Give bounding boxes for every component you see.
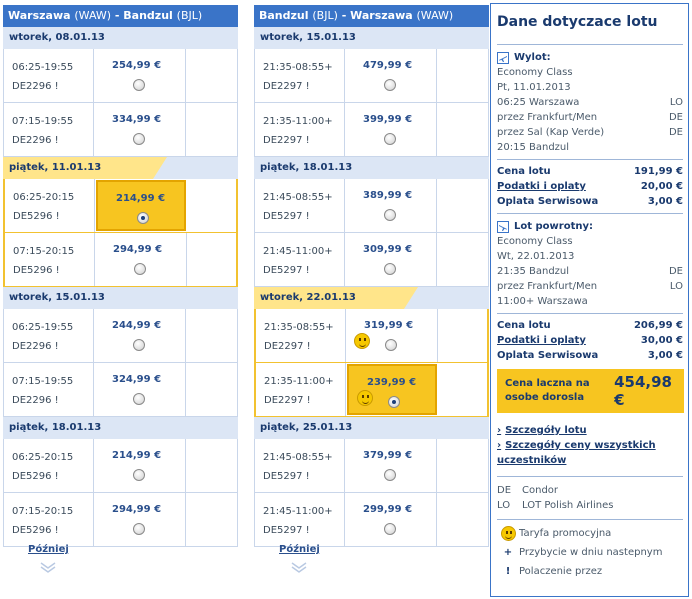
fare-radio[interactable] <box>384 209 396 221</box>
date-bar-row <box>254 157 489 179</box>
flight-info <box>255 103 345 156</box>
date-bar-row <box>254 287 489 309</box>
detail-text: 06:25 Warszawa <box>497 97 580 108</box>
flight-time: 07:15-20:15 <box>13 246 75 257</box>
plane-return-icon <box>497 221 509 233</box>
fare-price: 214,99 € <box>116 193 166 204</box>
return-tax-row <box>497 333 683 348</box>
detail-text: Pt, 11.01.2013 <box>497 82 571 93</box>
flight-number: DE2297 ! <box>264 341 311 352</box>
carrier-code: DE <box>668 127 683 138</box>
header-destination: Warszawa <box>350 9 413 22</box>
tax-link[interactable]: Podatki i oplaty <box>497 335 586 346</box>
fare-price: 379,99 € <box>363 450 413 461</box>
flight-row <box>254 103 489 157</box>
fare-value: 206,99 € <box>633 320 683 331</box>
date-heading: wtorek, 22.01.13 <box>254 287 404 309</box>
flight-time: 21:45-08:55+ <box>263 192 333 203</box>
airline-list <box>497 483 683 513</box>
fare-price: 479,99 € <box>363 60 413 71</box>
date-bar-row <box>3 27 238 49</box>
total-price-box <box>497 369 684 413</box>
later-outbound-link[interactable]: Później <box>28 544 69 555</box>
fare-price: 294,99 € <box>112 504 162 515</box>
fare-radio[interactable] <box>133 133 145 145</box>
flight-number: DE5297 ! <box>263 471 310 482</box>
tax-link[interactable]: Podatki i oplaty <box>497 181 586 192</box>
flight-number: DE2297 ! <box>264 395 311 406</box>
flight-info <box>255 439 345 492</box>
fare-radio[interactable] <box>133 339 145 351</box>
outbound-details <box>497 65 683 155</box>
service-label: Oplata Serwisowa <box>497 350 599 361</box>
fare-price: 309,99 € <box>363 244 413 255</box>
outbound-days <box>3 27 238 547</box>
plane-departure-icon <box>497 52 509 64</box>
service-value: 3,00 € <box>647 196 683 207</box>
fare-option[interactable] <box>345 493 437 546</box>
divider <box>497 476 683 477</box>
exclamation-icon: ! <box>505 566 511 577</box>
return-fare-row <box>497 318 683 333</box>
flight-number: DE5297 ! <box>263 525 310 536</box>
fare-radio[interactable] <box>388 396 400 408</box>
divider <box>497 313 683 314</box>
empty-cell <box>186 309 237 362</box>
date-heading: piątek, 18.01.13 <box>3 417 238 439</box>
date-heading: wtorek, 15.01.13 <box>254 27 489 49</box>
outbound-header <box>3 5 238 27</box>
fare-radio[interactable] <box>134 263 146 275</box>
legend-next-day <box>497 543 683 562</box>
fare-option[interactable] <box>345 49 437 102</box>
flight-info <box>4 439 94 492</box>
header-destination-code: (WAW) <box>416 9 454 22</box>
fare-price: 294,99 € <box>113 244 163 255</box>
date-heading: piątek, 25.01.13 <box>254 417 489 439</box>
flight-time: 21:45-08:55+ <box>263 452 333 463</box>
flight-details-link[interactable] <box>497 423 683 438</box>
detail-text: przez Frankfurt/Men <box>497 281 598 292</box>
airline-row <box>497 483 683 498</box>
detail-text: Wt, 22.01.2013 <box>497 251 575 262</box>
return-leg-heading <box>497 219 683 234</box>
fare-radio[interactable] <box>133 393 145 405</box>
date-bar-row <box>3 287 238 309</box>
fare-price: 389,99 € <box>363 190 413 201</box>
flight-row <box>254 439 489 493</box>
arrow-right-icon: › <box>497 440 502 451</box>
empty-cell <box>186 439 237 492</box>
link-label: Szczegóły lotu <box>505 425 587 436</box>
outbound-tax-row <box>497 179 683 194</box>
link-label: Szczegóły ceny wszystkich uczestników <box>497 440 656 466</box>
date-heading: piątek, 11.01.13 <box>3 157 153 179</box>
flight-number: DE2296 ! <box>12 135 59 146</box>
flight-time: 06:25-20:15 <box>13 192 75 203</box>
fare-price: 324,99 € <box>112 374 162 385</box>
fare-option[interactable] <box>94 103 186 156</box>
fare-option[interactable] <box>94 493 186 546</box>
flight-time: 06:25-19:55 <box>12 62 74 73</box>
legend-label: Taryfa promocyjna <box>519 528 612 539</box>
price-details-link[interactable] <box>497 438 683 468</box>
flight-time: 06:25-19:55 <box>12 322 74 333</box>
legend <box>497 524 683 581</box>
fare-option[interactable] <box>345 439 437 492</box>
smiley-icon <box>354 333 370 349</box>
service-value: 3,00 € <box>647 350 683 361</box>
fare-radio[interactable] <box>133 79 145 91</box>
fare-price: 399,99 € <box>363 114 413 125</box>
empty-cell <box>438 309 487 362</box>
fare-option[interactable] <box>95 233 187 286</box>
fare-price: 244,99 € <box>112 320 162 331</box>
carrier-code: LO <box>669 97 683 108</box>
total-label: Cena laczna na osobe dorosla <box>505 378 590 403</box>
flight-info <box>255 233 345 286</box>
summary-title: Dane dotyczace lotu <box>497 14 658 30</box>
flight-number: DE5296 ! <box>13 211 60 222</box>
flight-info <box>4 493 94 546</box>
flight-info <box>5 233 95 286</box>
detail-text: przez Sal (Kap Verde) <box>497 127 605 138</box>
empty-cell <box>186 493 237 546</box>
total-value: 454,98 € <box>614 373 672 409</box>
flight-number: DE5296 ! <box>12 471 59 482</box>
flight-row <box>3 363 238 417</box>
flight-info <box>5 179 95 232</box>
return-header <box>254 5 489 27</box>
fare-label: Cena lotu <box>497 166 551 177</box>
details-links <box>497 423 683 468</box>
later-return-link[interactable]: Później <box>279 544 320 555</box>
smiley-icon <box>501 526 516 541</box>
header-origin-code: (WAW) <box>74 9 112 22</box>
detail-text: Economy Class <box>497 236 573 247</box>
flight-info <box>4 49 94 102</box>
divider <box>497 159 683 160</box>
fare-radio[interactable] <box>385 339 397 351</box>
fare-option[interactable] <box>94 49 186 102</box>
header-separator: - <box>337 9 351 22</box>
legend-label: Przybycie w dniu nastepnym <box>519 547 663 558</box>
empty-cell <box>186 363 237 416</box>
header-origin: Bandzul <box>259 9 309 22</box>
flight-info <box>4 363 94 416</box>
empty-cell <box>187 233 236 286</box>
detail-text: przez Frankfurt/Men <box>497 112 598 123</box>
flight-row <box>254 493 489 547</box>
fare-price: 299,99 € <box>363 504 413 515</box>
flight-info <box>255 49 345 102</box>
fare-price: 319,99 € <box>364 320 414 331</box>
fare-radio[interactable] <box>384 263 396 275</box>
date-bar-row <box>3 157 238 179</box>
empty-cell <box>437 233 488 286</box>
flight-number: DE2297 ! <box>263 135 310 146</box>
airline-name: Condor <box>522 485 559 496</box>
header-separator: - <box>111 9 124 22</box>
flight-number: DE5296 ! <box>12 525 59 536</box>
detail-line <box>497 95 683 110</box>
flight-row <box>254 309 489 363</box>
leg-heading-label: Lot powrotny: <box>514 221 593 232</box>
flight-info <box>4 309 94 362</box>
flight-row <box>3 179 238 233</box>
flight-info <box>4 103 94 156</box>
fare-option[interactable] <box>94 363 186 416</box>
flight-number: DE2296 ! <box>12 395 59 406</box>
airline-code: DE <box>497 485 512 496</box>
fare-price: 254,99 € <box>112 60 162 71</box>
legend-label: Polaczenie przez <box>519 566 603 577</box>
carrier-code: DE <box>668 266 683 277</box>
flight-time: 21:45-11:00+ <box>263 246 333 257</box>
fare-radio[interactable] <box>133 469 145 481</box>
tax-value: 30,00 € <box>640 335 683 346</box>
airline-row <box>497 498 683 513</box>
flight-time: 06:25-20:15 <box>12 452 74 463</box>
date-bar-row <box>254 417 489 439</box>
return-column <box>254 5 489 547</box>
empty-cell <box>437 493 488 546</box>
date-bar-row <box>254 27 489 49</box>
carrier-code: DE <box>668 112 683 123</box>
flight-number: DE5297 ! <box>263 265 310 276</box>
airline-code: LO <box>497 500 511 511</box>
detail-line <box>497 234 683 249</box>
divider <box>497 44 683 45</box>
fare-option[interactable] <box>96 180 186 231</box>
fare-price: 334,99 € <box>112 114 162 125</box>
flight-time: 21:35-11:00+ <box>263 116 333 127</box>
flight-time: 21:35-08:55+ <box>263 62 333 73</box>
empty-cell <box>437 103 488 156</box>
fare-radio[interactable] <box>384 133 396 145</box>
empty-cell <box>437 49 488 102</box>
header-origin-code: (BJL) <box>312 9 338 22</box>
date-bar-row <box>3 417 238 439</box>
header-origin: Warszawa <box>8 9 71 22</box>
fare-option[interactable] <box>94 309 186 362</box>
flight-time: 21:35-08:55+ <box>264 322 334 333</box>
flight-summary-panel <box>490 3 689 597</box>
flight-time: 21:45-11:00+ <box>263 506 333 517</box>
flight-row <box>3 309 238 363</box>
arrow-right-icon: › <box>497 425 502 436</box>
return-service-row <box>497 348 683 363</box>
detail-line <box>497 65 683 80</box>
leg-heading-label: Wylot: <box>514 52 551 63</box>
flight-number: DE5296 ! <box>13 265 60 276</box>
flight-row <box>3 103 238 157</box>
flight-time: 21:35-11:00+ <box>264 376 334 387</box>
outbound-leg-heading <box>497 50 683 65</box>
detail-line <box>497 110 683 125</box>
flight-info <box>255 179 345 232</box>
detail-line <box>497 80 683 95</box>
flight-time: 07:15-19:55 <box>12 376 74 387</box>
empty-cell <box>437 439 488 492</box>
fare-radio[interactable] <box>384 469 396 481</box>
detail-text: 21:35 Bandzul <box>497 266 570 277</box>
flight-row <box>254 179 489 233</box>
fare-option[interactable] <box>345 103 437 156</box>
fare-radio[interactable] <box>384 79 396 91</box>
flight-row <box>3 439 238 493</box>
empty-cell <box>438 363 487 416</box>
detail-line <box>497 125 683 140</box>
flight-row <box>3 233 238 287</box>
outbound-fare-row <box>497 164 683 179</box>
detail-line <box>497 140 683 155</box>
flight-info <box>256 363 346 416</box>
flight-number: DE5297 ! <box>263 211 310 222</box>
empty-cell <box>186 49 237 102</box>
legend-connection <box>497 562 683 581</box>
header-destination-code: (BJL) <box>176 9 203 22</box>
plus-icon: + <box>503 547 513 558</box>
flight-time: 07:15-20:15 <box>12 506 74 517</box>
carrier-code: LO <box>669 281 683 292</box>
flight-number: DE2296 ! <box>12 341 59 352</box>
chevron-down-icon[interactable] <box>40 562 56 574</box>
flight-number: DE2297 ! <box>263 81 310 92</box>
flight-info <box>255 493 345 546</box>
chevron-down-icon[interactable] <box>291 562 307 574</box>
fare-option[interactable] <box>346 309 438 362</box>
fare-value: 191,99 € <box>633 166 683 177</box>
fare-radio[interactable] <box>384 523 396 535</box>
fare-option[interactable] <box>345 233 437 286</box>
date-heading: wtorek, 15.01.13 <box>3 287 238 309</box>
outbound-service-row <box>497 194 683 209</box>
fare-option[interactable] <box>347 364 437 415</box>
flight-row <box>254 49 489 103</box>
tax-value: 20,00 € <box>640 181 683 192</box>
empty-cell <box>187 179 236 232</box>
legend-promo <box>497 524 683 543</box>
divider <box>497 519 683 520</box>
flight-info <box>256 309 346 362</box>
empty-cell <box>186 103 237 156</box>
outbound-column <box>3 5 238 547</box>
flight-row <box>254 363 489 417</box>
detail-line <box>497 294 683 309</box>
detail-text: 20:15 Bandzul <box>497 142 570 153</box>
fare-label: Cena lotu <box>497 320 551 331</box>
detail-line <box>497 249 683 264</box>
airline-name: LOT Polish Airlines <box>522 500 614 511</box>
fare-radio[interactable] <box>137 212 149 224</box>
divider <box>497 213 683 214</box>
legend-symbol-cell <box>497 526 519 541</box>
detail-text: 11:00+ Warszawa <box>497 296 588 307</box>
flight-time: 07:15-19:55 <box>12 116 74 127</box>
return-details <box>497 234 683 309</box>
fare-price: 214,99 € <box>112 450 162 461</box>
fare-price: 239,99 € <box>367 377 417 388</box>
flight-row <box>254 233 489 287</box>
empty-cell <box>437 179 488 232</box>
date-heading: wtorek, 08.01.13 <box>3 27 238 49</box>
flight-number: DE2296 ! <box>12 81 59 92</box>
fare-radio[interactable] <box>133 523 145 535</box>
detail-text: Economy Class <box>497 67 573 78</box>
date-heading: piątek, 18.01.13 <box>254 157 489 179</box>
detail-line <box>497 264 683 279</box>
service-label: Oplata Serwisowa <box>497 196 599 207</box>
header-destination: Bandzul <box>123 9 173 22</box>
fare-option[interactable] <box>345 179 437 232</box>
flight-row <box>3 49 238 103</box>
return-days <box>254 27 489 547</box>
fare-option[interactable] <box>94 439 186 492</box>
smiley-icon <box>357 390 373 406</box>
flight-row <box>3 493 238 547</box>
detail-line <box>497 279 683 294</box>
